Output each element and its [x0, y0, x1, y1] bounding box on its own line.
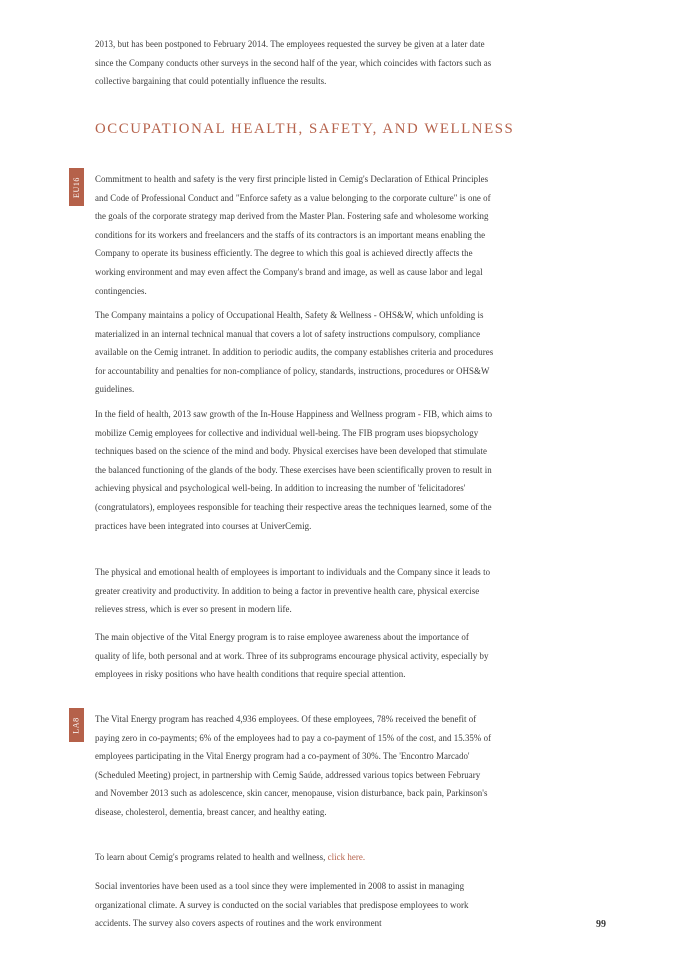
section-heading: OCCUPATIONAL HEALTH, SAFETY, AND WELLNESS: [95, 121, 515, 137]
learn-more-text: To learn about Cemig's programs related to health and wellness,: [95, 852, 328, 862]
page-number: 99: [596, 919, 606, 930]
gri-tag-la8: [69, 708, 84, 742]
gri-tag-la8-label: LA8: [72, 716, 81, 734]
paragraph-social-inventories: Social inventories have been used as a tool since they were implemented in 2008 to assist in managing organizational climate. A survey is conducted on the social variables that predispose employees to work accidents. The survey also covers aspects of routines and the work environment: [95, 881, 469, 929]
intro-paragraph: 2013, but has been postponed to February 2014. The employees requested the survey be given at a later date since the Company conducts other surveys in the second half of the year, which coincides with factors such as collective bargaining that could potentially influence the results.: [95, 39, 492, 87]
paragraph-fib-program: In the field of health, 2013 saw growth of the In-House Happiness and Wellness program - FIB, which aims to mobilize Cemig employees for collective and individual well-being. The FIB program uses biopsychology techniques based on the science of the mind and body. Physical exercises have been developed that stimulate the balanced functioning of the glands of the body. These exercises have been scientifically proven to result in achieving physical and psychological well-being. In addition to increasing the number of 'felicitadores' (congratulators), employees responsible for teaching their respective areas the techniques learned, some of the practices have been integrated into courses at UniverCemig.: [95, 409, 493, 531]
paragraph-learn-more: [95, 848, 495, 867]
paragraph-vital-energy: The main objective of the Vital Energy program is to raise employee awareness about the importance of quality of life, both personal and at work. Three of its subprograms encourage physical activity, especially by employees in risky positions who have health conditions that require special attention.: [95, 632, 489, 680]
gri-tag-eu16-label: EU16: [72, 176, 82, 198]
paragraph-ohsw-policy: The Company maintains a policy of Occupational Health, Safety & Wellness - OHS&W, which unfolding is materialized in an internal technical manual that covers a lot of safety instructions compulsory, compliance available on the Cemig intranet. In addition to periodic audits, the company establishes criteria and procedures for accountability and penalties for non-compliance of policy, standards, instructions, procedures or OHS&W guidelines.: [95, 310, 494, 395]
click-here-link[interactable]: click here.: [327, 852, 366, 862]
paragraph-physical-health: The physical and emotional health of employees is important to individuals and the Company since it leads to greater creativity and productivity. In addition to being a factor in preventive health care, physical exercise relieves stress, which is ever so present in modern life.: [95, 567, 491, 615]
gri-tag-eu16: [69, 168, 84, 206]
paragraph-commitment: Commitment to health and safety is the very first principle listed in Cemig's Declaration of Ethical Principles and Code of Professional Conduct and "Enforce safety as a value belonging to the corporate culture" is one of the goals of the corporate strategy map derived from the Master Plan. Fostering safe and wholesome working conditions for its workers and freelancers and the staffs of its contractors is an important means enabling the Company to operate its business efficiently. The degree to which this goal is achieved directly affects the working environment and may even affect the Company's brand and image, as well as cause labor and legal contingencies.: [95, 174, 491, 296]
paragraph-vital-energy-results: The Vital Energy program has reached 4,936 employees. Of these employees, 78% received the benefit of paying zero in co-payments; 6% of the employees had to pay a co-payment of 15% of the cost, and 15.35% of employees participating in the Vital Energy program had a co-payment of 30%. The 'Encontro Marcado' (Scheduled Meeting) project, in partnership with Cemig Saúde, addressed various topics between February and November 2013 such as adolescence, skin cancer, menopause, vision disturbance, back pain, Parkinson's disease, cholesterol, dementia, breast cancer, and healthy eating.: [95, 714, 492, 817]
